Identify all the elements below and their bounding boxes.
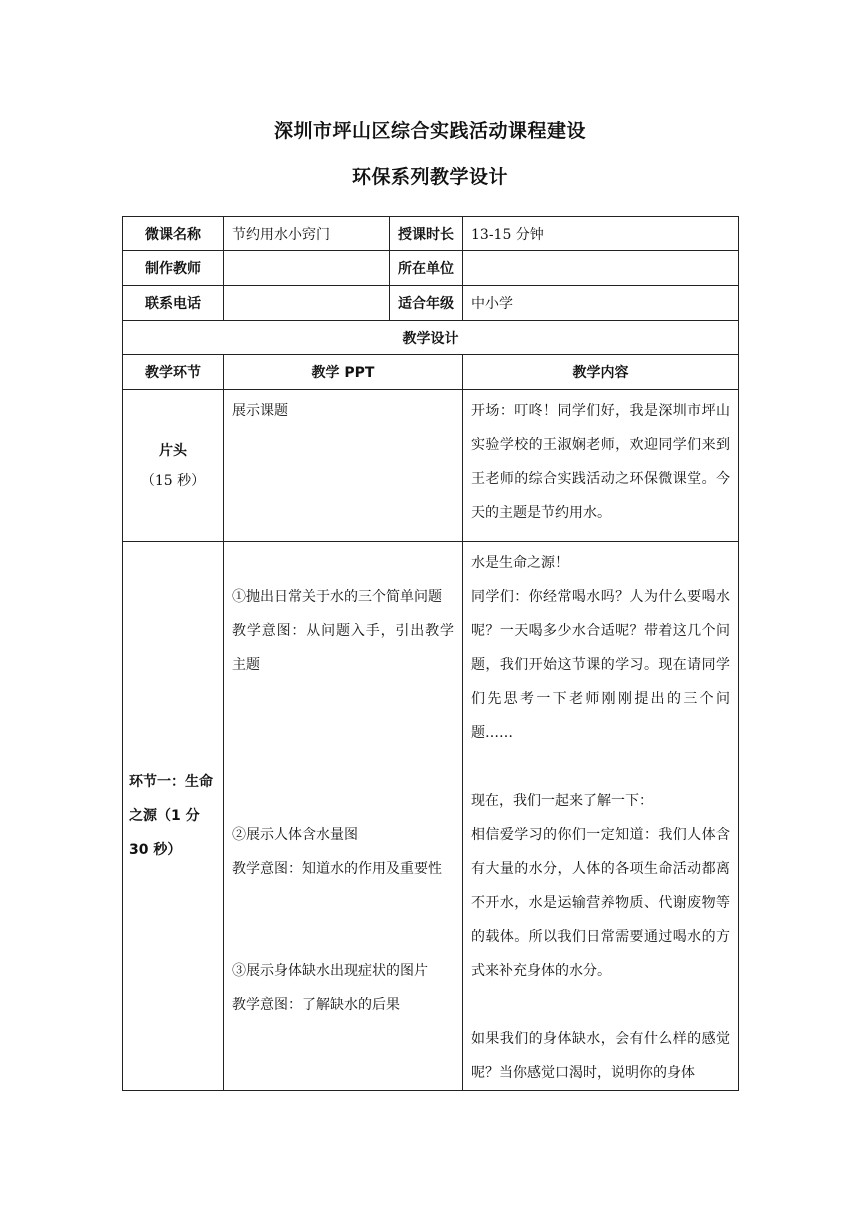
content-text: 相信爱学习的你们一定知道：我们人体含有大量的水分，人体的各项生命活动都离不开水，水是运输营养物质、代谢废物等的载体。所以我们日常需要通过喝水的方式来补充身体的水分。	[471, 827, 730, 979]
stage-label: 片头	[159, 442, 187, 459]
course-name-value: 节约用水小窍门	[224, 217, 390, 251]
unit-value	[463, 251, 739, 286]
content-text: 水是生命之源！	[471, 555, 569, 571]
table-row	[123, 286, 739, 321]
content-text: 如果我们的身体缺水，会有什么样的感觉呢？当你感觉口渴时，说明你的身体	[471, 1031, 730, 1081]
course-name-label: 微课名称	[123, 217, 224, 251]
table-row	[123, 390, 739, 542]
teacher-label: 制作教师	[123, 251, 224, 286]
ppt-intent: 教学意图：知道水的作用及重要性	[232, 861, 442, 877]
content-text: 现在，我们一起来了解一下：	[471, 793, 653, 809]
duration-label: 授课时长	[390, 217, 463, 251]
content-cell	[463, 390, 739, 542]
ppt-cell	[224, 390, 463, 542]
col-header-stage: 教学环节	[123, 355, 224, 390]
ppt-intent: 教学意图：了解缺水的后果	[232, 997, 400, 1013]
page-subtitle: 环保系列教学设计	[351, 166, 508, 188]
ppt-intent: 教学意图：从问题入手，引出教学主题	[232, 623, 454, 673]
content-text: 同学们：你经常喝水吗？人为什么要喝水呢？一天喝多少水合适呢？带着这几个问题，我们开始这节课的学习。现在请同学们先思考一下老师刚刚提出的三个问题……	[471, 589, 730, 741]
phone-label: 联系电话	[123, 286, 224, 321]
phone-value	[224, 286, 390, 321]
ppt-cell	[224, 542, 463, 1091]
ppt-text: 展示课题	[232, 403, 288, 419]
col-header-content: 教学内容	[463, 355, 739, 390]
table-row	[123, 321, 739, 355]
table-row	[123, 355, 739, 390]
content-text: 开场：叮咚！同学们好，我是深圳市坪山实验学校的王淑娴老师，欢迎同学们来到王老师的综合实践活动之环保微课堂。今天的主题是节约用水。	[471, 403, 730, 521]
table-row	[123, 251, 739, 286]
stage-label: 环节一：生命之源（1 分 30 秒）	[129, 774, 213, 858]
col-header-ppt: 教学 PPT	[224, 355, 463, 390]
page-title: 深圳市坪山区综合实践活动课程建设	[273, 120, 586, 142]
stage-duration: （15 秒）	[140, 472, 206, 489]
grade-value: 中小学	[463, 286, 739, 321]
table-row	[123, 542, 739, 1091]
grade-label: 适合年级	[390, 286, 463, 321]
stage-cell	[123, 390, 224, 542]
ppt-item: ②展示人体含水量图	[232, 827, 358, 843]
ppt-item: ①抛出日常关于水的三个简单问题	[232, 589, 442, 605]
lesson-plan-table	[122, 216, 739, 1091]
teacher-value	[224, 251, 390, 286]
unit-label: 所在单位	[390, 251, 463, 286]
design-section-title: 教学设计	[123, 321, 739, 355]
ppt-item: ③展示身体缺水出现症状的图片	[232, 963, 428, 979]
table-row	[123, 217, 739, 251]
duration-value: 13-15 分钟	[463, 217, 739, 251]
content-cell	[463, 542, 739, 1091]
stage-cell	[123, 542, 224, 1091]
